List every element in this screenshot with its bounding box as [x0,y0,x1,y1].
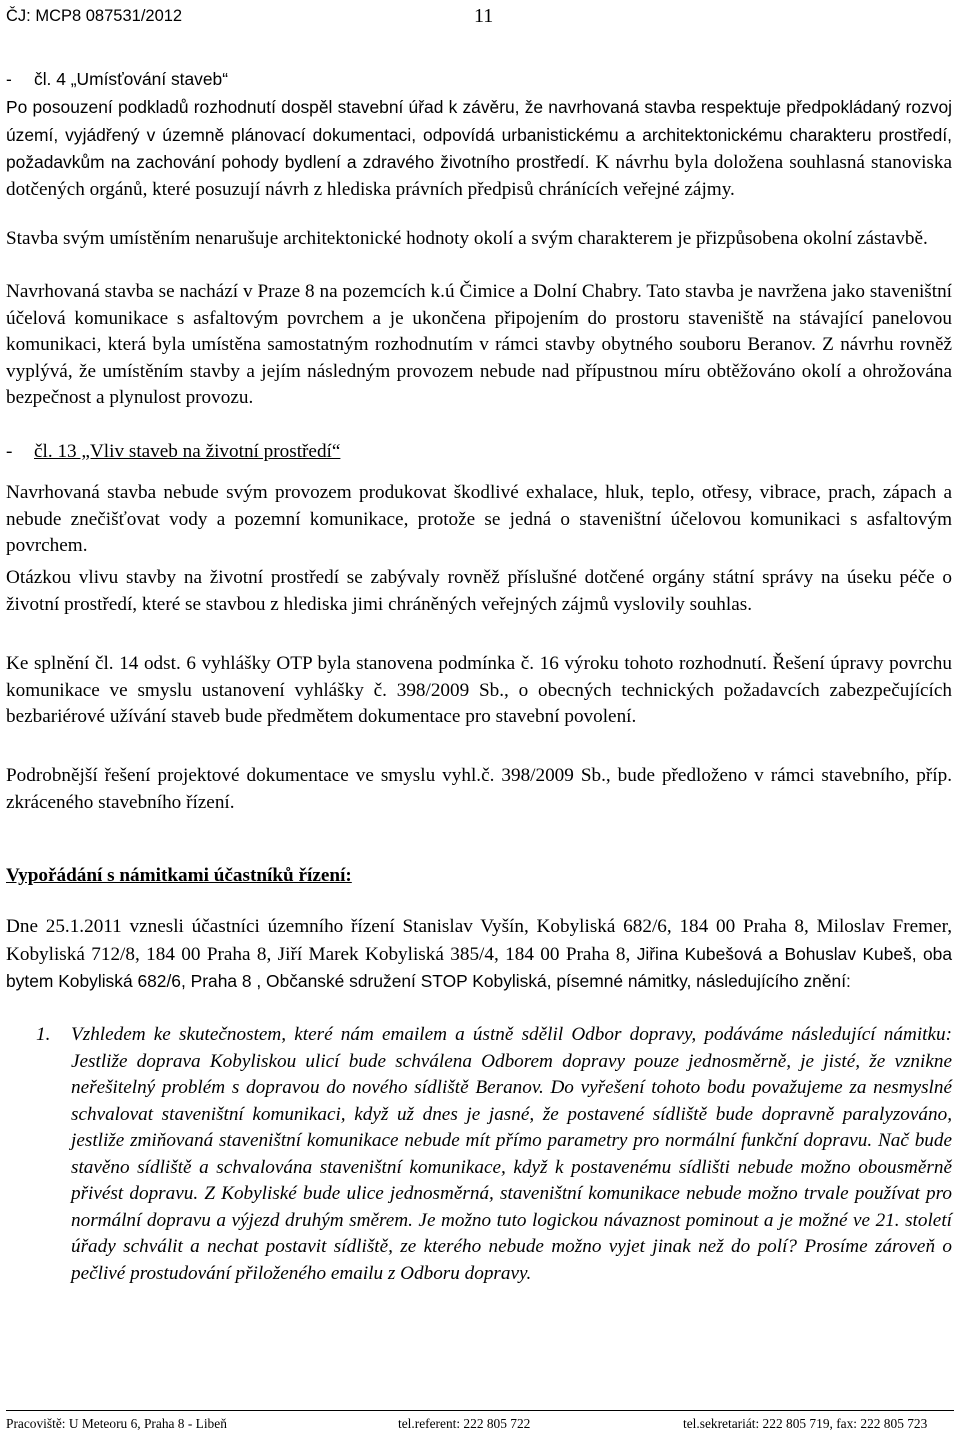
art4-paragraph-3: Navrhovaná stavba se nachází v Praze 8 na pozemcích k.ú Čimice a Dolní Chabry. Tato stavba je navržena jako staveništní účelová komunikace s asfaltovým povrchem a je ukončena připojením do prostoru staveniště na stávající panelovou komunikaci, která byla umístěna samostatným rozhodnutím v rámci stavby obytného souboru Beranov. Z návrhu rovněž vyplývá, že umístěním stavby a jejím následným provozem nebude nad přípustnou míru obtěžováno okolí a ohrožována bezpečnost a plynulost provozu. [6,281,952,408]
art4-paragraph-1-tail: K návrhu byla doložena souhlasná stanoviska dotčených orgánů, které posuzují návrh z hlediska právních předpisů chránících veřejné zájmy. [6,152,952,200]
art13-heading-text: čl. 13 „Vliv staveb na životní prostředí“ [34,441,341,462]
document-reference: ČJ: MCP8 087531/2012 [6,7,183,25]
art13-dash: - [6,441,13,462]
art13-heading [6,439,952,466]
objection-list [6,1022,952,1332]
footer-workplace: Pracoviště: U Meteoru 6, Praha 8 - Libeň [6,1416,227,1431]
objection-item-text: Vzhledem ke skutečnostem, které nám emailem a ústně sdělil Odbor dopravy, podáváme následující námitku: Jestliže doprava Kobyliskou ulicí bude schválena Odborem dopravy pouze jednosměrně, je jisté, že vznikne neřešitelný problém s dopravou do nového sídliště Beranov. Do vyřešení tohoto bodu považujeme za nesmyslné schvalovat staveništní komunikaci, když už dnes je jasné, že postavené sídliště bude dopravně paralyzováno, jestliže zmiňovaná staveništní komunikace nebude mít přímo parametry pro normální funkční dopravu. Nač bude stavěno sídliště a schvalována staveništní komunikace, když k postavenému sídlišti nebude možno obousměrně přivést dopravu. Z Kobyliské bude ulice jednosměrná, staveništní komunikace nebude možno trvale používat pro normální dopravu a výjezd druhým směrem. Je možno tuto logickou návaznost pominout a je možné ve 21. století úřady schválit a nechat postavit sídliště, ze kterého nebude možno vyjet jinak než do polí? Prosíme zároveň o pečlivé prostudování přiloženého emailu z Odboru dopravy. [71,1024,952,1284]
objections-heading-text: Vypořádání s námitkami účastníků řízení: [6,865,352,886]
footer-divider [6,1410,954,1411]
art4-paragraph-1 [6,94,952,203]
page-number: 11 [474,5,494,27]
art13-paragraph-2: Otázkou vlivu stavby na životní prostředí se zabývaly rovněž příslušné dotčené orgány státní správy na úseku péče o životní prostředí, které se stavbou z hlediska jimi chráněných veřejných zájmů vyslovily souhlas. [6,567,952,615]
footer-phone-referent: tel.referent: 222 805 722 [398,1416,531,1431]
art4-heading-text: čl. 4 „Umísťování staveb“ [34,69,229,89]
objections-intro-a: Dne 25.1.2011 vznesli účastníci územního řízení Stanislav Vyšín, Kobyliská 682/6, 184 00 Praha 8, Miloslav Fremer, Kobyliská 712/8, 184 00 Praha 8, Jiří Marek Kobyliská 385/4, 184 00 Praha 8, [6,916,952,965]
objections-intro-b: Jiřina Kubešová a Bohuslav Kubeš, oba bytem Kobyliská 682/6, Praha 8 , Občanské sdružení STOP Kobyliská, písemné námitky, následujícího znění: [6,943,953,991]
objections-intro [6,914,952,996]
objections-heading [6,863,952,890]
art4-dash: - [6,69,12,89]
art13-paragraph-4: Podrobnější řešení projektové dokumentace ve smyslu vyhl.č. 398/2009 Sb., bude předloženo v rámci stavebního, příp. zkráceného stavebního řízení. [6,765,952,813]
art4-heading [6,66,952,93]
art13-paragraph-3: Ke splnění čl. 14 odst. 6 vyhlášky OTP byla stanovena podmínka č. 16 výroku tohoto rozhodnutí. Řešení úpravy povrchu komunikace ve smyslu ustanovení vyhlášky č. 398/2009 Sb., o obecných technických požadavcích zabezpečujících bezbariérové užívání staveb bude předmětem dokumentace pro stavební povolení. [6,653,952,727]
art4-paragraph-2: Stavba svým umístěním nenarušuje architektonické hodnoty okolí a svým charakterem je přizpůsobena okolní zástavbě. [6,228,928,249]
art4-paragraph-1-lead: Po posouzení podkladů rozhodnutí dospěl stavební úřad k závěru, že navrhovaná stavba respektuje předpokládaný rozvoj území, vyjádřený v územně plánovací dokumentaci, odpovídá urbanistickému a architektonickému charakteru prostředí, požadavkům na zachování pohody bydlení a zdravého životního prostředí. [6,97,952,172]
footer-phone-secretariat: tel.sekretariát: 222 805 719, fax: 222 805 723 [683,1416,928,1431]
art13-paragraph-1: Navrhovaná stavba nebude svým provozem produkovat škodlivé exhalace, hluk, teplo, otřesy, vibrace, prach, zápach a nebude znečišťovat vody a pozemní komunikace, protože se jedná o staveništní účelovou komunikaci s asfaltovým povrchem. [6,482,952,556]
objection-item-number: 1. [36,1024,51,1045]
